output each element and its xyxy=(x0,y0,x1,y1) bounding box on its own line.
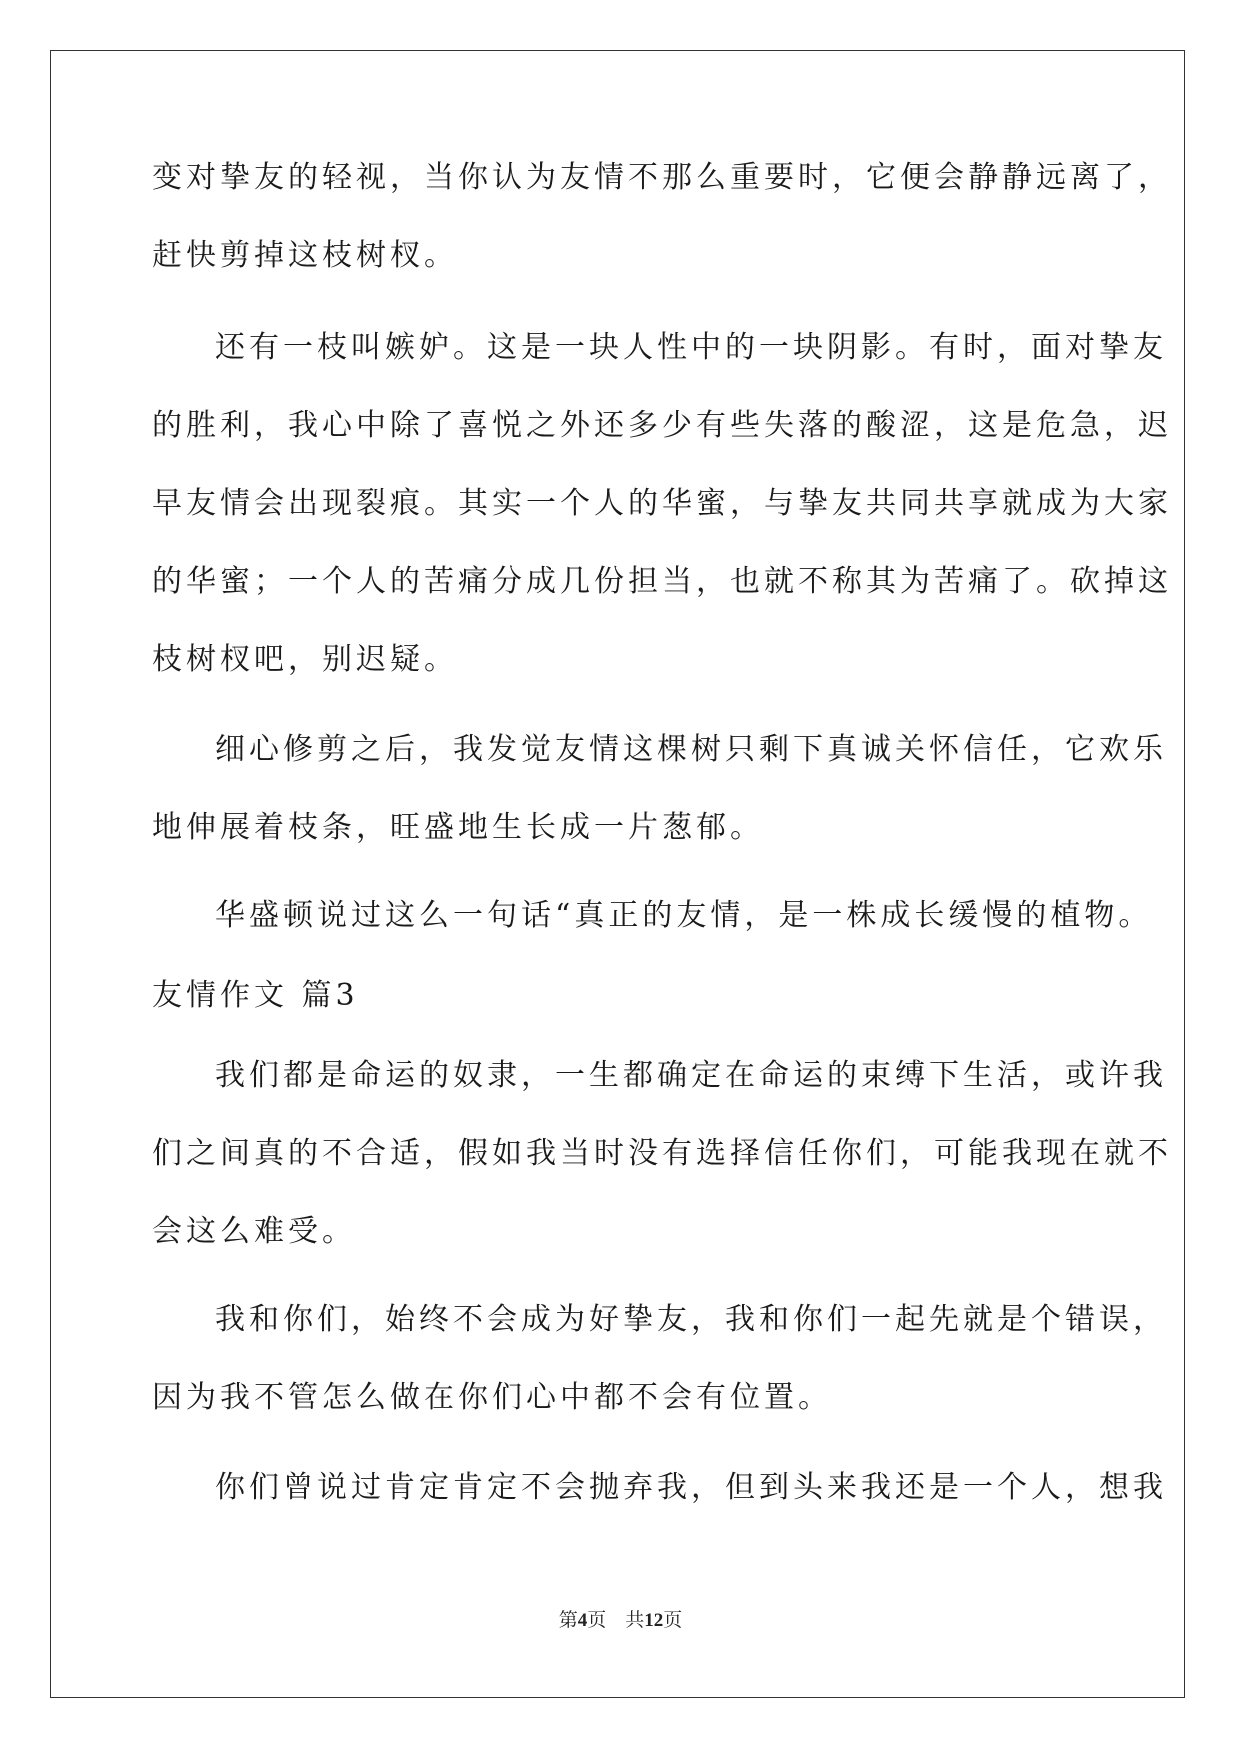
text-line: 变对挚友的轻视，当你认为友情不那么重要时，它便会静静远离了， xyxy=(152,160,1172,195)
total-page-count: 12 xyxy=(644,1610,664,1631)
section-heading: 友情作文 篇3 xyxy=(152,978,359,1013)
paragraph-start-line: 我和你们，始终不会成为好挚友，我和你们一起先就是个错误， xyxy=(215,1302,1167,1337)
text-line: 地伸展着枝条，旺盛地生长成一片葱郁。 xyxy=(152,810,764,845)
paragraph-start-line: 华盛顿说过这么一句话“真正的友情，是一株成长缓慢的植物。 xyxy=(215,898,1153,933)
paragraph-start-line: 我们都是命运的奴隶，一生都确定在命运的束缚下生活，或许我 xyxy=(215,1058,1167,1093)
text-line: 枝树杈吧，别迟疑。 xyxy=(152,642,458,677)
footer-prefix: 第 xyxy=(558,1610,578,1631)
paragraph-start-line: 你们曾说过肯定肯定不会抛弃我，但到头来我还是一个人，想我 xyxy=(215,1470,1167,1505)
page-border xyxy=(50,50,1185,1698)
footer-suffix: 页 xyxy=(663,1610,683,1631)
text-line: 的胜利，我心中除了喜悦之外还多少有些失落的酸涩，这是危急，迟 xyxy=(152,408,1172,443)
footer-middle: 页 共 xyxy=(587,1610,645,1631)
text-line: 早友情会出现裂痕。其实一个人的华蜜，与挚友共同共享就成为大家 xyxy=(152,486,1172,521)
text-line: 会这么难受。 xyxy=(152,1214,356,1249)
text-line: 赶快剪掉这枝树杈。 xyxy=(152,238,458,273)
text-line: 们之间真的不合适，假如我当时没有选择信任你们，可能我现在就不 xyxy=(152,1136,1172,1171)
text-line: 的华蜜；一个人的苦痛分成几份担当，也就不称其为苦痛了。砍掉这 xyxy=(152,564,1172,599)
page-footer xyxy=(0,1605,1241,1632)
paragraph-start-line: 细心修剪之后，我发觉友情这棵树只剩下真诚关怀信任，它欢乐 xyxy=(215,732,1167,767)
paragraph-start-line: 还有一枝叫嫉妒。这是一块人性中的一块阴影。有时，面对挚友 xyxy=(215,330,1167,365)
text-line: 因为我不管怎么做在你们心中都不会有位置。 xyxy=(152,1380,832,1415)
current-page-number: 4 xyxy=(577,1610,588,1631)
